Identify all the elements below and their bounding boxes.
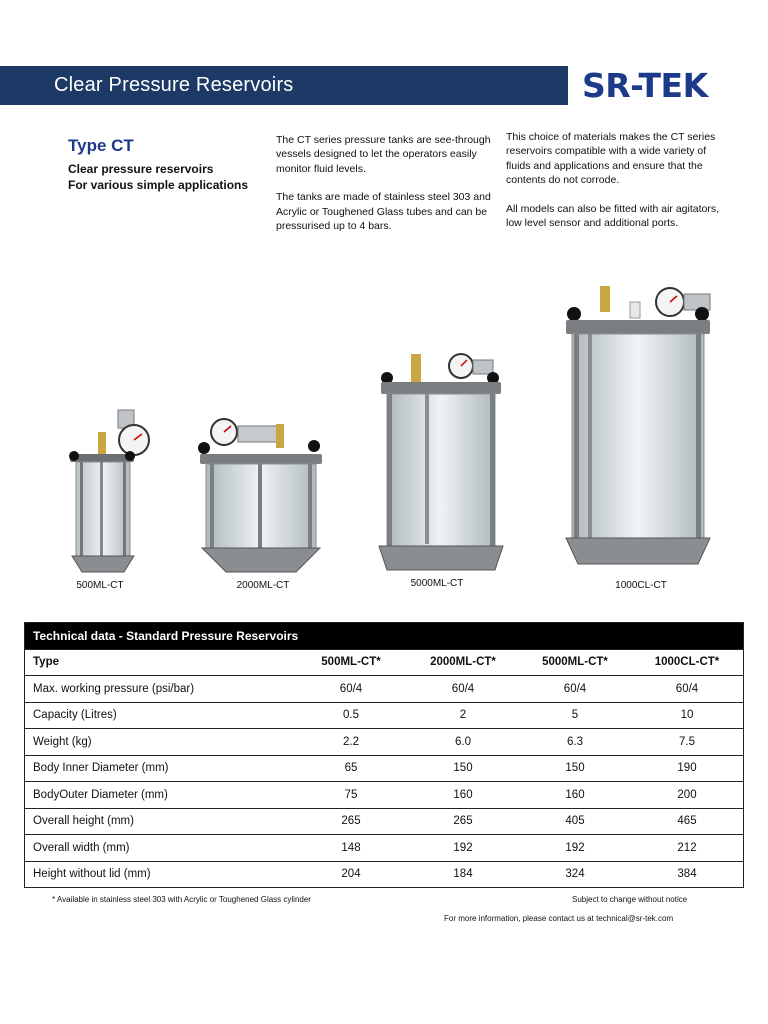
table-cell: 150: [519, 755, 631, 782]
table-row: [25, 702, 744, 729]
table-cell: 465: [631, 808, 744, 835]
table-row: [25, 755, 744, 782]
table-cell: 10: [631, 702, 744, 729]
row-label: Overall height (mm): [25, 808, 296, 835]
table-row: [25, 808, 744, 835]
table-cell: 60/4: [519, 676, 631, 703]
description-column-1: [276, 133, 494, 247]
table-cell: 160: [519, 782, 631, 809]
table-row: [25, 782, 744, 809]
table-cell: 7.5: [631, 729, 744, 756]
row-label: BodyOuter Diameter (mm): [25, 782, 296, 809]
product-image-5000ml: [375, 350, 507, 576]
table-cell: 405: [519, 808, 631, 835]
product-image-1000cl: [562, 284, 714, 574]
table-cell: 65: [295, 755, 407, 782]
table-cell: 192: [519, 835, 631, 862]
table-row: [25, 835, 744, 862]
description-paragraph: The tanks are made of stainless steel 303 and Acrylic or Toughened Glass tubes and can be pressurised up to 4 bars.: [276, 191, 491, 233]
product-caption: 500ML-CT: [76, 580, 124, 591]
row-label: Height without lid (mm): [25, 861, 296, 888]
table-cell: 2: [407, 702, 519, 729]
table-cell: 265: [407, 808, 519, 835]
change-notice: Subject to change without notice: [572, 895, 688, 904]
table-cell: 160: [407, 782, 519, 809]
table-cell: 148: [295, 835, 407, 862]
table-cell: 0.5: [295, 702, 407, 729]
description-paragraph: This choice of materials makes the CT series reservoirs compatible with a wide variety of fluids and applications and ensure that the contents do not corrode.: [506, 131, 716, 187]
table-header-row: [25, 649, 744, 676]
column-header-model: 5000ML-CT*: [519, 649, 631, 676]
table-title-row: [25, 623, 744, 650]
description-column-2: [506, 130, 724, 244]
table-cell: 265: [295, 808, 407, 835]
intro-line-1: Clear pressure reservoirs: [68, 162, 214, 176]
table-cell: 204: [295, 861, 407, 888]
column-header-model: 2000ML-CT*: [407, 649, 519, 676]
product-caption: 1000CL-CT: [615, 580, 667, 591]
row-label: Capacity (Litres): [25, 702, 296, 729]
contact-info: For more information, please contact us at technical@sr-tek.com: [444, 914, 674, 923]
brand-logo: SR-TEK: [582, 66, 708, 105]
table-row: [25, 861, 744, 888]
intro-block: [68, 136, 258, 193]
column-header-type: Type: [25, 649, 296, 676]
column-header-model: 1000CL-CT*: [631, 649, 744, 676]
description-paragraph: All models can also be fitted with air agitators, low level sensor and additional ports.: [506, 202, 720, 230]
table-title: Technical data - Standard Pressure Reservoirs: [25, 623, 744, 650]
product-gallery: [0, 270, 768, 600]
table-cell: 324: [519, 861, 631, 888]
table-cell: 75: [295, 782, 407, 809]
title-banner: [0, 66, 568, 105]
table-cell: 5: [519, 702, 631, 729]
column-header-model: 500ML-CT*: [295, 649, 407, 676]
table-cell: 60/4: [407, 676, 519, 703]
table-cell: 190: [631, 755, 744, 782]
table-cell: 2.2: [295, 729, 407, 756]
description-paragraph: The CT series pressure tanks are see-through vessels designed to let the operators easily monitor fluid levels.: [276, 134, 491, 175]
table-cell: 384: [631, 861, 744, 888]
row-label: Overall width (mm): [25, 835, 296, 862]
intro-line-2: For various simple applications: [68, 178, 249, 192]
technical-data-table: [24, 622, 744, 888]
product-image-500ml: [62, 406, 162, 576]
product-caption: 2000ML-CT: [236, 580, 290, 591]
row-label: Body Inner Diameter (mm): [25, 755, 296, 782]
product-image-2000ml: [196, 416, 326, 576]
footnote: * Available in stainless steel 303 with Acrylic or Toughened Glass cylinder: [52, 895, 311, 904]
product-caption: 5000ML-CT: [410, 578, 464, 589]
table-cell: 192: [407, 835, 519, 862]
table-cell: 6.3: [519, 729, 631, 756]
table-row: [25, 676, 744, 703]
table-cell: 200: [631, 782, 744, 809]
row-label: Max. working pressure (psi/bar): [25, 676, 296, 703]
table-cell: 60/4: [631, 676, 744, 703]
row-label: Weight (kg): [25, 729, 296, 756]
table-cell: 184: [407, 861, 519, 888]
table-cell: 212: [631, 835, 744, 862]
table-cell: 150: [407, 755, 519, 782]
table-row: [25, 729, 744, 756]
table-cell: 6.0: [407, 729, 519, 756]
table-cell: 60/4: [295, 676, 407, 703]
type-title: Type CT: [68, 136, 134, 155]
page-title: Clear Pressure Reservoirs: [54, 74, 294, 96]
